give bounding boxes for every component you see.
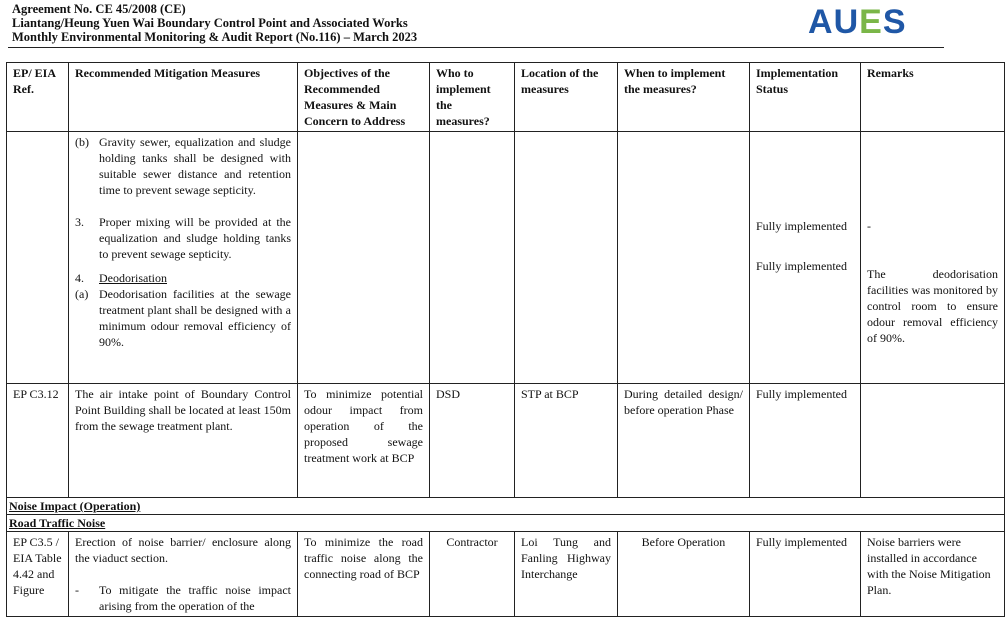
col-who: Who to implement the measures? <box>430 63 515 132</box>
header-divider <box>8 47 944 48</box>
cell-measures: The air intake point of Boundary Control Point Building shall be located at least 150m from the sewage treatment plant. <box>69 384 298 498</box>
list-item: - To mitigate the traffic noise impact arising from the operation of the <box>75 583 291 613</box>
cell-when <box>618 132 750 384</box>
col-measures: Recommended Mitigation Measures <box>69 63 298 132</box>
cell-ref: EP C3.5 / EIA Table 4.42 and Figure <box>7 532 69 617</box>
subsection-row <box>7 515 1005 532</box>
cell-objectives: To minimize potential odour impact from operation of the proposed sewage treatment work at BCP <box>298 384 430 498</box>
list-item: 4. Deodorisation <box>75 271 167 285</box>
table-header-row <box>7 63 1005 132</box>
cell-remarks: Noise barriers were installed in accordance with the Noise Mitigation Plan. <box>861 532 1005 617</box>
cell-ref: EP C3.12 <box>7 384 69 498</box>
cell-who <box>430 132 515 384</box>
mitigation-table <box>6 62 1005 617</box>
cell-location: STP at BCP <box>515 384 618 498</box>
cell-who: DSD <box>430 384 515 498</box>
project-title: Liantang/Heung Yuen Wai Boundary Control Point and Associated Works <box>12 16 408 30</box>
col-location: Location of the measures <box>515 63 618 132</box>
report-title: Monthly Environmental Monitoring & Audit Report (No.116) – March 2023 <box>12 30 418 44</box>
cell-measures <box>69 132 298 384</box>
col-remarks: Remarks <box>861 63 1005 132</box>
report-header <box>12 2 417 44</box>
cell-who: Contractor <box>430 532 515 617</box>
remark-text: - <box>867 219 871 233</box>
list-item: (a) Deodorisation facilities at the sewage treatment plant shall be designed with a minimum odour removal efficiency of 90%. <box>75 287 291 349</box>
cell-when: During detailed design/ before operation Phase <box>618 384 750 498</box>
list-item: 3. Proper mixing will be provided at the equalization and sludge holding tanks to prevent sewage septicity. <box>75 215 291 261</box>
cell-objectives: To minimize the road traffic noise along the connecting road of BCP <box>298 532 430 617</box>
col-objectives: Objectives of the Recommended Measures & Main Concern to Address <box>298 63 430 132</box>
cell-status: Fully implemented <box>750 384 861 498</box>
remark-text: The deodorisation facilities was monitored by control room to ensure odour removal efficiency of 90%. <box>867 267 998 345</box>
table-row <box>7 384 1005 498</box>
cell-ref <box>7 132 69 384</box>
section-title: Noise Impact (Operation) <box>9 499 141 513</box>
cell-measures: Erection of noise barrier/ enclosure along the viaduct section. - To mitigate the traffic noise impact arising from the operation of the <box>69 532 298 617</box>
cell-remarks <box>861 132 1005 384</box>
table-row <box>7 132 1005 384</box>
cell-location: Loi Tung and Fanling Highway Interchange <box>515 532 618 617</box>
table-row <box>7 532 1005 617</box>
cell-remarks <box>861 384 1005 498</box>
cell-when: Before Operation <box>618 532 750 617</box>
col-when: When to implement the measures? <box>618 63 750 132</box>
cell-location <box>515 132 618 384</box>
list-item: (b) Gravity sewer, equalization and sludge holding tanks shall be designed with suitable sewer distance and retention time to prevent sewage septicity. <box>75 135 291 197</box>
col-ref: EP/ EIA Ref. <box>7 63 69 132</box>
status-text: Fully implemented <box>756 219 847 233</box>
cell-status: Fully implemented <box>750 532 861 617</box>
status-text: Fully implemented <box>756 259 847 273</box>
col-status: Implementation Status <box>750 63 861 132</box>
cell-objectives <box>298 132 430 384</box>
section-row <box>7 498 1005 515</box>
aues-logo: AUES <box>808 3 907 41</box>
subsection-title: Road Traffic Noise <box>9 516 106 530</box>
cell-status <box>750 132 861 384</box>
agreement-number: Agreement No. CE 45/2008 (CE) <box>12 2 186 16</box>
